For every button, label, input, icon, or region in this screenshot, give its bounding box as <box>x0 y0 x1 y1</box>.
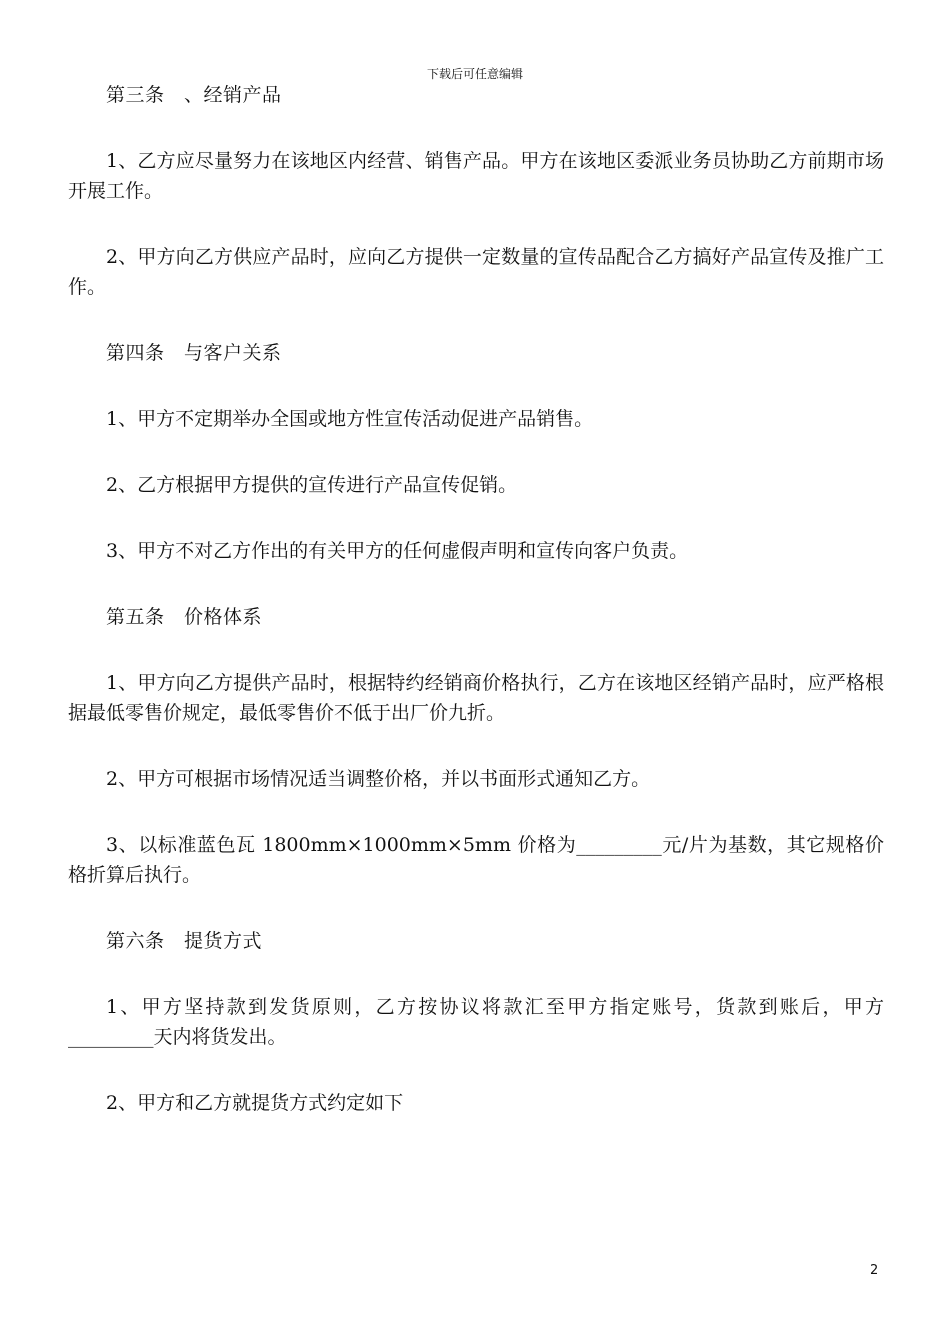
article-6-clause-1: 1、甲方坚持款到发货原则，乙方按协议将款汇至甲方指定账号，货款到账后，甲方_________天内将货发出。 <box>68 996 884 1048</box>
article-5-clause-3: 3、以标准蓝色瓦 1800mm×1000mm×5mm 价格为_________元/片为基数，其它规格价格折算后执行。 <box>68 834 884 886</box>
article-5-heading: 第五条 价格体系 <box>106 606 263 628</box>
document-body <box>68 80 884 1154</box>
article-5-clause-2: 2、甲方可根据市场情况适当调整价格，并以书面形式通知乙方。 <box>106 768 651 790</box>
article-4-clause-1: 1、甲方不定期举办全国或地方性宣传活动促进产品销售。 <box>106 408 594 430</box>
article-4-clause-2: 2、乙方根据甲方提供的宣传进行产品宣传促销。 <box>106 474 518 496</box>
article-3-clause-2: 2、甲方向乙方供应产品时，应向乙方提供一定数量的宣传品配合乙方搞好产品宣传及推广工作。 <box>68 246 884 298</box>
article-6-clause-2: 2、甲方和乙方就提货方式约定如下 <box>106 1092 404 1114</box>
article-4-clause-3: 3、甲方不对乙方作出的有关甲方的任何虚假声明和宣传向客户负责。 <box>106 540 689 562</box>
article-4-heading: 第四条 与客户关系 <box>106 342 282 364</box>
article-6-heading: 第六条 提货方式 <box>106 930 263 952</box>
article-5-clause-1: 1、甲方向乙方提供产品时，根据特约经销商价格执行，乙方在该地区经销产品时，应严格根据最低零售价规定，最低零售价不低于出厂价九折。 <box>68 672 884 724</box>
article-3-heading: 第三条 、经销产品 <box>106 84 282 106</box>
article-3-clause-1: 1、乙方应尽量努力在该地区内经营、销售产品。甲方在该地区委派业务员协助乙方前期市场开展工作。 <box>68 150 884 202</box>
page-number: 2 <box>870 1263 879 1278</box>
header-note: 下载后可任意编辑 <box>426 67 523 81</box>
